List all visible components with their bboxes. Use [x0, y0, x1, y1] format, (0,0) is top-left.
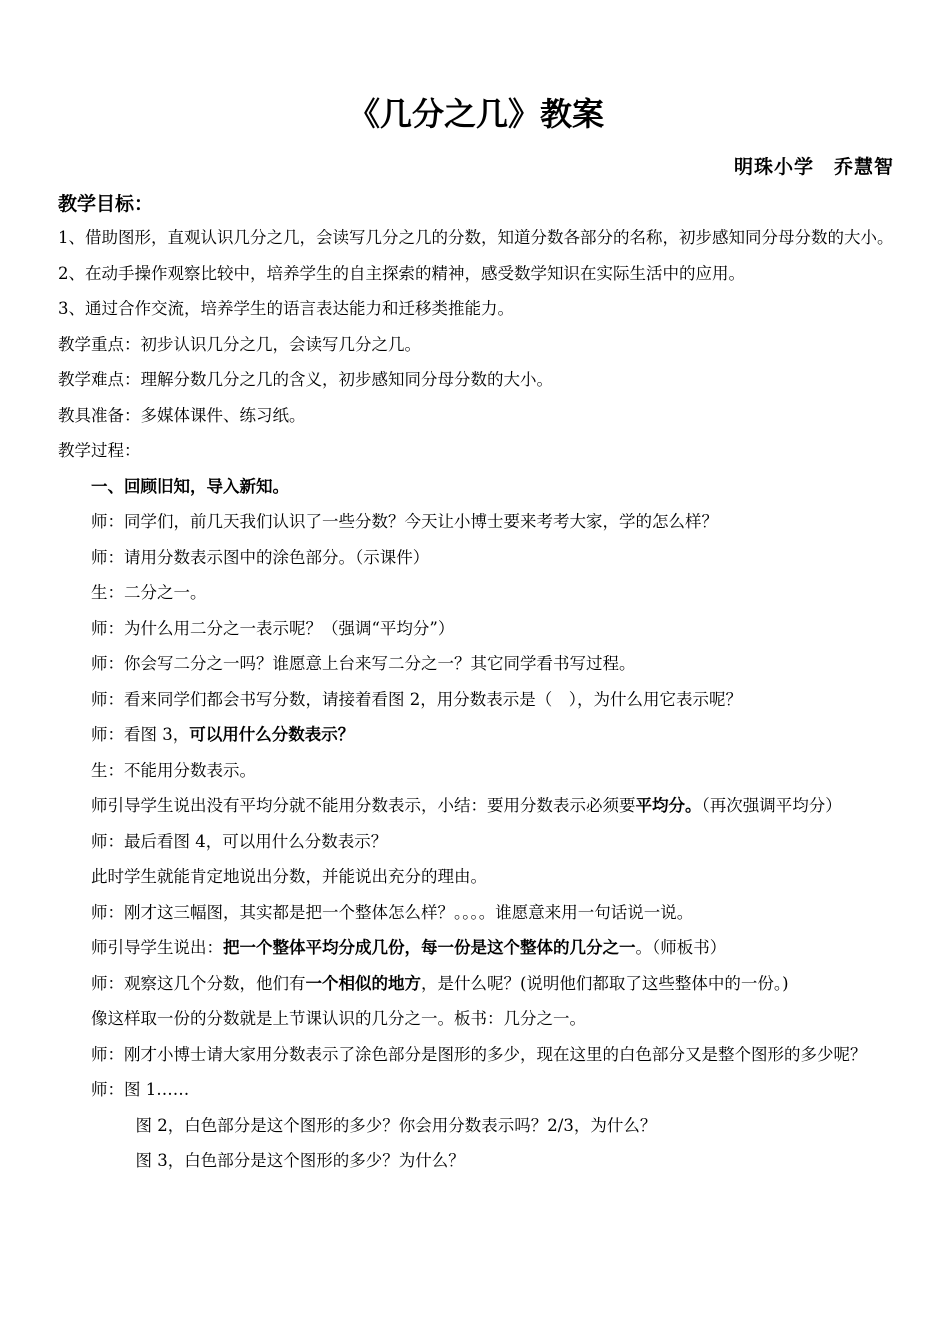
objective-1: 1、借助图形，直观认识几分之几，会读写几分之几的分数，知道分数各部分的名称，初步感知同分母分数的大小。 [58, 228, 894, 247]
dialogue-line: 图 2，白色部分是这个图形的多少？你会用分数表示吗？2/3，为什么？ [135, 1115, 657, 1135]
dialogue-line: 像这样取一份的分数就是上节课认识的几分之一。板书：几分之一。 [91, 1009, 586, 1028]
dialogue-line: 此时学生就能肯定地说出分数，并能说出充分的理由。 [91, 867, 487, 886]
objective-3: 3、通过合作交流，培养学生的语言表达能力和迁移类推能力。 [58, 299, 514, 318]
dialogue-text: 师引导学生说出没有平均分就不能用分数表示，小结：要用分数表示必须要 [91, 796, 636, 815]
document-page [58, 90, 894, 1179]
dialogue-line: 师：图 1…… [91, 1080, 190, 1099]
process-heading: 教学过程： [58, 441, 141, 460]
dialogue-line: 师：最后看图 4，可以用什么分数表示？ [91, 831, 388, 851]
materials: 教具准备：多媒体课件、练习纸。 [58, 405, 306, 425]
author-line: 明珠小学 乔慧智 [733, 156, 894, 178]
dialogue-text: ，是什么呢？(说明他们都取了这些整体中的一份。) [421, 973, 789, 993]
dialogue-line [58, 930, 894, 966]
part1-heading-text: 一、回顾旧知，导入新知。 [91, 476, 289, 496]
dialogue-line: 师：请用分数表示图中的涂色部分。（示课件） [91, 547, 430, 567]
dialogue-text: 师引导学生说出： [91, 938, 223, 957]
dialogue-line: 师：看来同学们都会书写分数，请接着看图 2，用分数表示是（ ），为什么用它表示呢？ [91, 689, 742, 709]
dialogue-text: 师：观察这几个分数，他们有 [91, 973, 306, 993]
objective-2: 2、在动手操作观察比较中，培养学生的自主探索的精神，感受数学知识在实际生活中的应用。 [58, 263, 745, 283]
dialogue-line: 师：刚才小博士请大家用分数表示了涂色部分是图形的多少，现在这里的白色部分又是整个图形的多少呢？ [91, 1044, 867, 1064]
dialogue-text: （再次强调平均分） [701, 796, 842, 815]
dialogue-line: 师：同学们，前几天我们认识了一些分数？今天让小博士要来考考大家，学的怎么样？ [91, 512, 718, 531]
emphasis-text: 平均分。 [635, 796, 702, 815]
emphasis-text: 一个相似的地方 [305, 973, 421, 993]
document-title: 《几分之几》教案 [347, 95, 604, 133]
dialogue-line [58, 788, 894, 824]
dialogue-line: 生：不能用分数表示。 [91, 760, 256, 780]
dialogue-text: 。（师板书） [635, 938, 727, 957]
dialogue-text: 师：看图 3， [91, 725, 190, 744]
difficulty: 教学难点：理解分数几分之几的含义，初步感知同分母分数的大小。 [58, 370, 553, 389]
key-point: 教学重点：初步认识几分之几，会读写几分之几。 [58, 334, 421, 354]
dialogue-line [58, 717, 894, 753]
dialogue-line: 师：为什么用二分之一表示呢？（强调“平均分”） [91, 618, 455, 638]
part1-heading [58, 469, 894, 505]
dialogue-line: 师：刚才这三幅图，其实都是把一个整体怎么样？。。。。谁愿意来用一句话说一说。 [91, 902, 694, 922]
dialogue-line: 图 3，白色部分是这个图形的多少？为什么？ [135, 1151, 465, 1170]
dialogue-line: 师：你会写二分之一吗？谁愿意上台来写二分之一？其它同学看书写过程。 [91, 654, 636, 673]
emphasis-text: 把一个整体平均分成几份，每一份是这个整体的几分之一 [223, 938, 636, 957]
dialogue-line: 生：二分之一。 [91, 583, 207, 602]
objectives-heading: 教学目标： [58, 193, 154, 215]
dialogue-line [58, 966, 894, 1002]
emphasis-text: 可以用什么分数表示？ [189, 725, 355, 744]
